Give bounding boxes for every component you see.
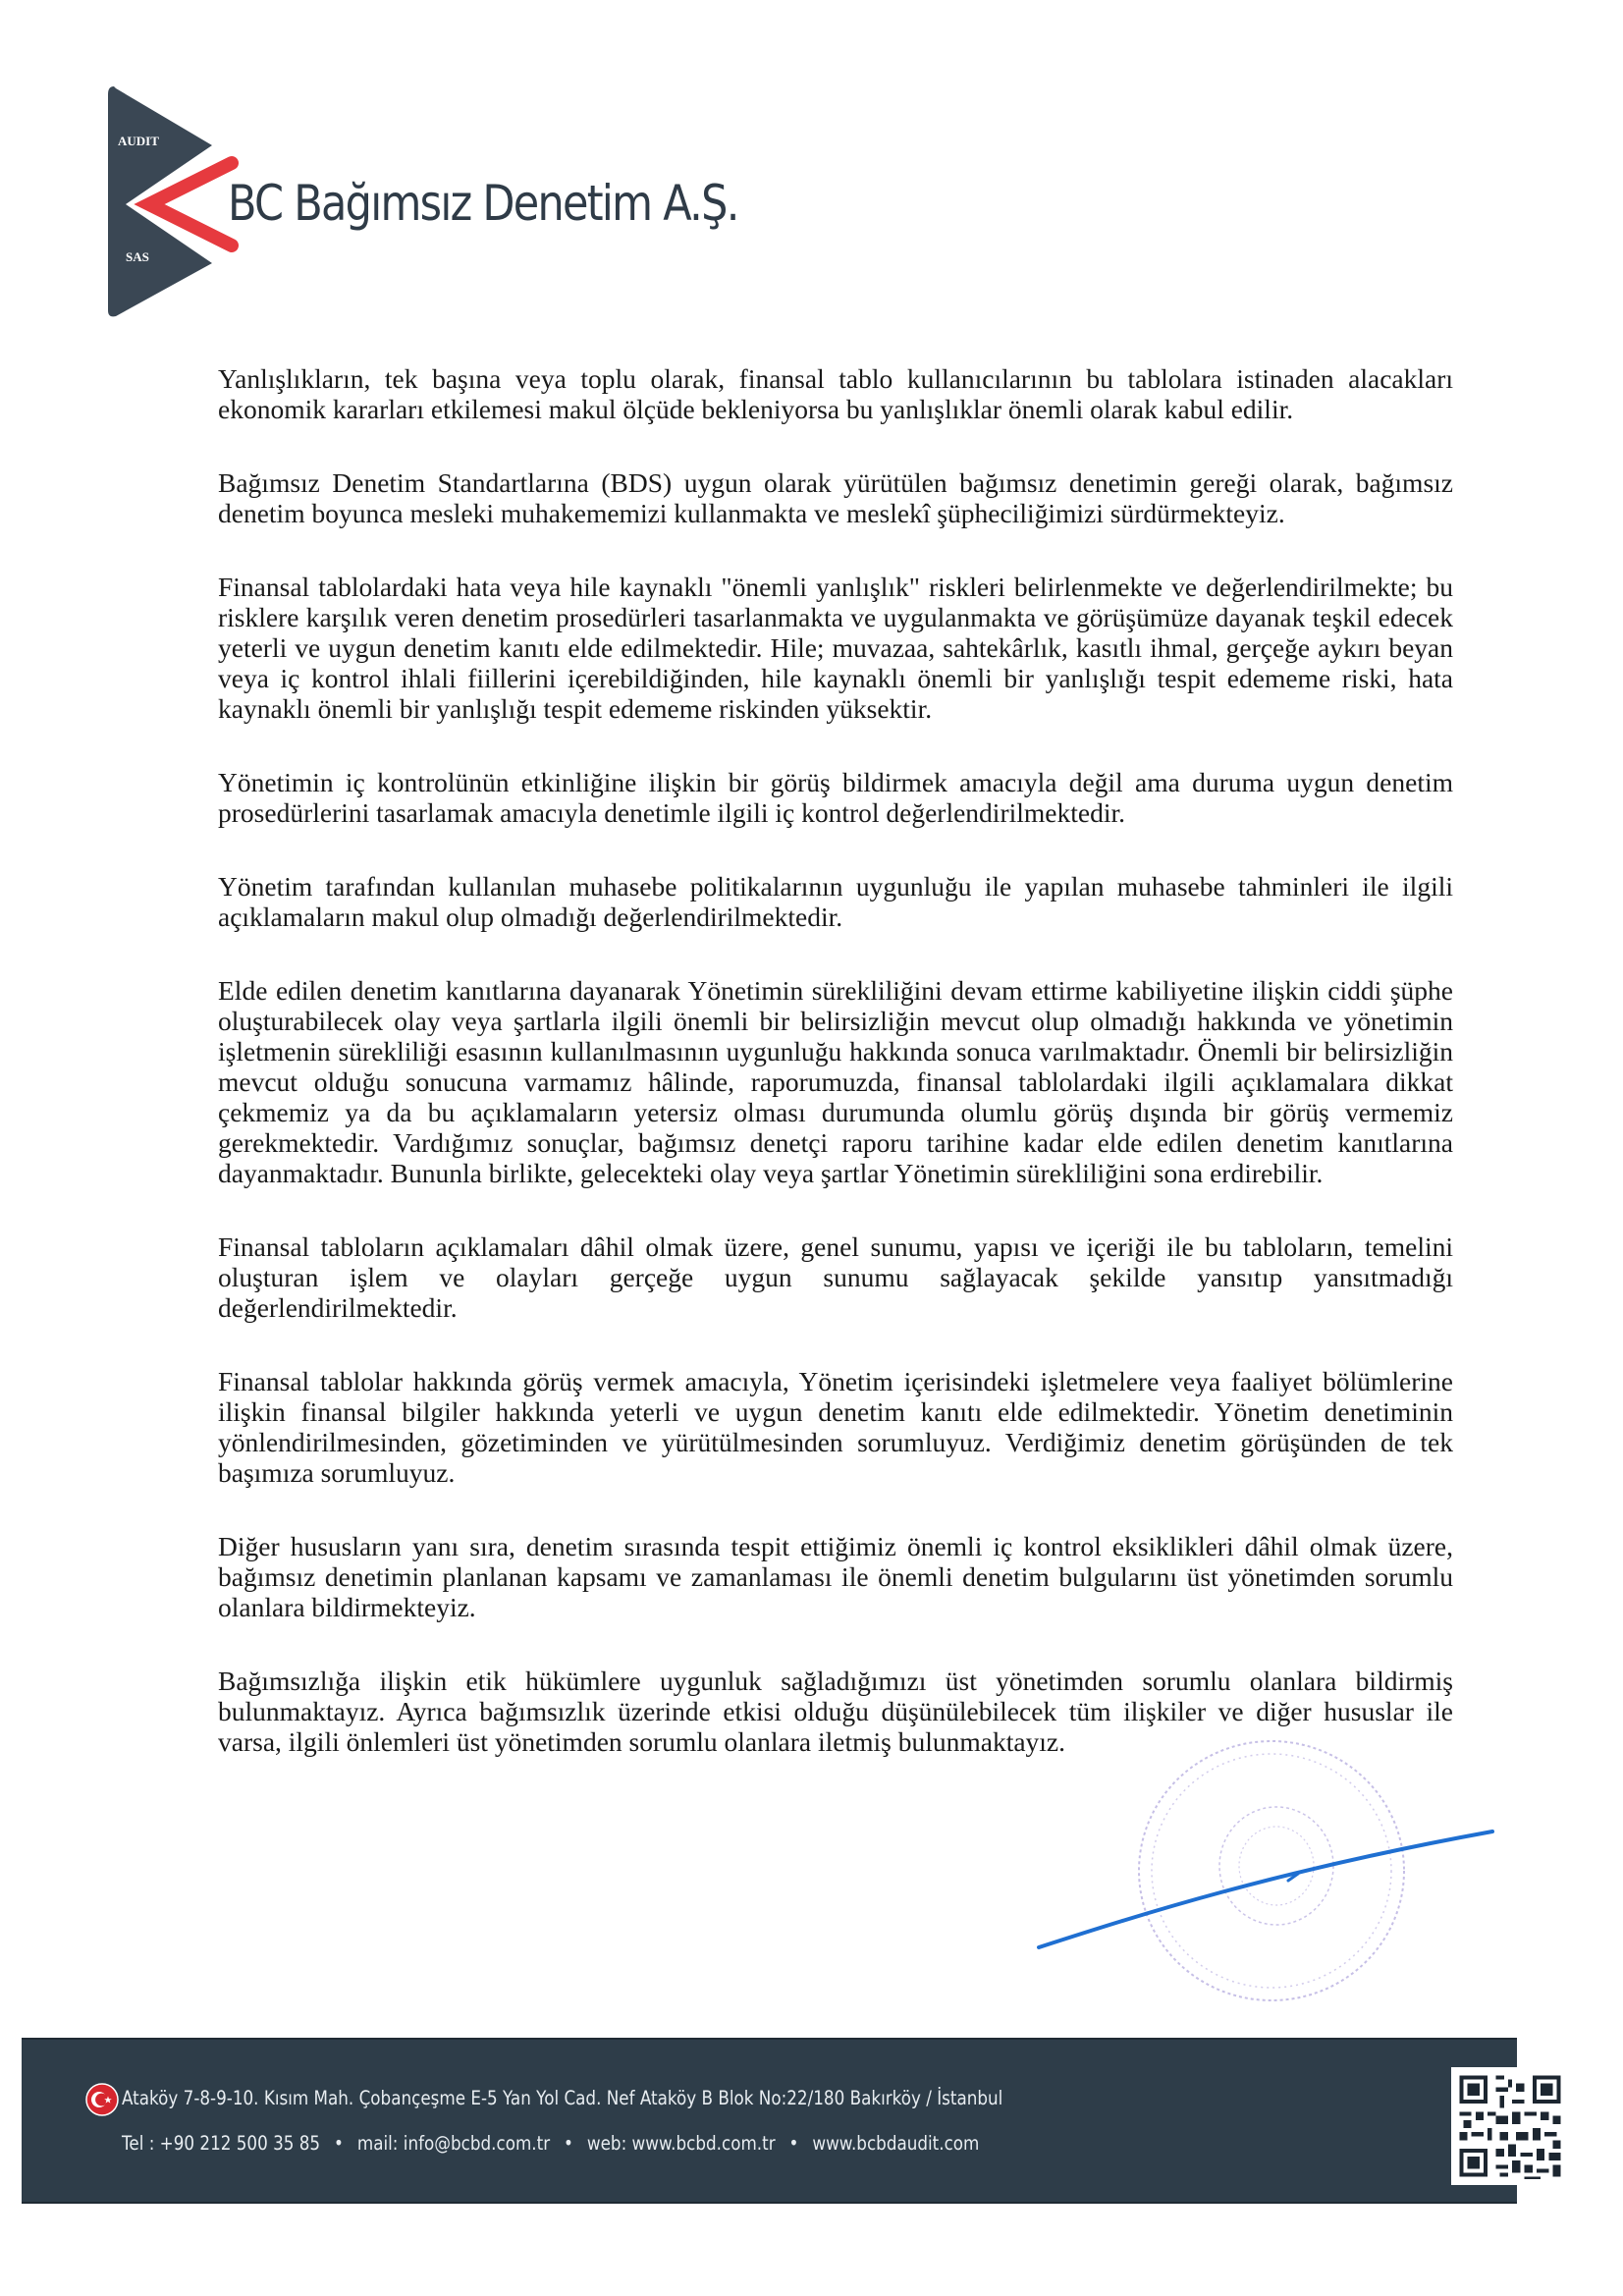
paragraph: Yönetimin iç kontrolünün etkinliğine ilişkin bir görüş bildirmek amacıyla değil ama duruma uygun denetim prosedürlerini tasarlamak amacıyla denetimle ilgili iç kontrol değerlendirilmektedir. — [218, 767, 1453, 828]
paragraph: Finansal tablolar hakkında görüş vermek amacıyla, Yönetim içerisindeki işletmelere veya faaliyet bölümlerine ilişkin finansal bilgiler hakkında yeterli ve uygun denetim kanıtı elde edilmektedir. Yönetim denetiminin yönlendirilmesinden, gözetiminden ve yürütülmesinden sorumluyuz. Verdiğimiz denetim görüşünden de tek başımıza sorumluyuz. — [218, 1366, 1453, 1488]
footer-separator: • — [334, 2132, 344, 2155]
letter-body — [218, 363, 1453, 1800]
paragraph: Finansal tabloların açıklamaları dâhil olmak üzere, genel sunumu, yapısı ve içeriği ile bu tabloların, temelini oluşturan işlem ve olayları gerçeğe uygun sunumu sağlayacak şekilde yansıtıp yansıtmadığı değerlendirilmektedir. — [218, 1231, 1453, 1323]
footer-contact — [122, 2132, 979, 2155]
footer-address: Ataköy 7-8-9-10. Kısım Mah. Çobançeşme E-5 Yan Yol Cad. Nef Ataköy B Blok No:22/180 Bakırköy / İstanbul — [122, 2087, 1003, 2109]
paragraph: Finansal tablolardaki hata veya hile kaynaklı "önemli yanlışlık" riskleri belirlenmekte ve değerlendirilmekte; bu risklere karşılık veren denetim prosedürleri tasarlanmakta ve uygulanmakta ve görüşümüze dayanak teşkil edecek yeterli ve uygun denetim kanıtı elde edilmektedir. Hile; muvazaa, sahtekârlık, kasıtlı ihmal, gerçeğe aykırı beyan veya iç kontrol ihlali fiillerini içerebildiğinden, hile kaynaklı önemli bir yanlışlığı tespit edememe riski, hata kaynaklı önemli bir yanlışlığı tespit edememe riskinden yüksektir. — [218, 572, 1453, 724]
paragraph: Elde edilen denetim kanıtlarına dayanarak Yönetimin sürekliliğini devam ettirme kabiliyetine ilişkin ciddi şüphe oluşturabilecek olay veya şartlarla ilgili önemli bir belirsizliğin mevcut olup olmadığı hakkında ve yönetimin işletmenin sürekliliği esasının kullanılmasının uygunluğu hakkında sonuca varılmaktadır. Önemli bir belirsizliğin mevcut olduğu sonucuna varmamız hâlinde, raporumuzda, finansal tablolardaki ilgili açıklamalara dikkat çekmemiz ya da bu açıklamaların yetersiz olması durumunda olumlu görüş dışında bir görüş vermemiz gerekmektedir. Vardığımız sonuçlar, bağımsız denetçi raporu tarihine kadar elde edilen denetim kanıtlarına dayanmaktadır. Bununla birlikte, gelecekteki olay veya şartlar Yönetimin sürekliliğini sona erdirebilir. — [218, 975, 1453, 1188]
paragraph: Diğer hususların yanı sıra, denetim sırasında tespit ettiğimiz önemli iç kontrol eksiklikleri dâhil olmak üzere, bağımsız denetimin planlanan kapsamı ve zamanlaması ile önemli denetim bulgularını üst yönetimden sorumlu olanlara bildirmekteyiz. — [218, 1531, 1453, 1622]
company-logo — [106, 84, 243, 320]
logo-audit-label: AUDIT — [118, 134, 159, 148]
company-name: BC Bağımsız Denetim A.Ş. — [228, 175, 738, 232]
paragraph: Bağımsızlığa ilişkin etik hükümlere uygunluk sağladığımızı üst yönetimden sorumlu olanlara bildirmiş bulunmaktayız. Ayrıca bağımsızlık üzerinde etkisi olduğu düşünülebilecek tüm ilişkiler ve diğer hususlar ile varsa, ilgili önlemleri üst yönetimden sorumlu olanlara iletmiş bulunmaktayız. — [218, 1666, 1453, 1757]
footer-phone: Tel : +90 212 500 35 85 — [122, 2132, 321, 2155]
paragraph: Yönetim tarafından kullanılan muhasebe politikalarının uygunluğu ile yapılan muhasebe tahminleri ile ilgili açıklamaların makul olup olmadığı değerlendirilmektedir. — [218, 871, 1453, 932]
footer-email-link[interactable]: mail: info@bcbd.com.tr — [356, 2132, 551, 2155]
footer-separator: • — [564, 2132, 573, 2155]
paragraph: Yanlışlıkların, tek başına veya toplu olarak, finansal tablo kullanıcılarının bu tablolara istinaden alacakları ekonomik kararları etkilemesi makul ölçüde bekleniyorsa bu yanlışlıklar önemli olarak kabul edilir. — [218, 363, 1453, 424]
qr-code-icon — [1451, 2067, 1569, 2185]
turkey-flag-icon — [85, 2083, 119, 2116]
logo-sas-label: SAS — [126, 249, 149, 264]
paragraph: Bağımsız Denetim Standartlarına (BDS) uygun olarak yürütülen bağımsız denetimin gereği olarak, bağımsız denetim boyunca mesleki muhakememizi kullanmakta ve meslekî şüpheciliğimizi sürdürmekteyiz. — [218, 467, 1453, 528]
footer-separator: • — [788, 2132, 799, 2155]
footer-band — [22, 2038, 1517, 2204]
footer-web-link[interactable]: web: www.bcbd.com.tr — [586, 2132, 776, 2155]
footer-web2-link[interactable]: www.bcbdaudit.com — [812, 2132, 980, 2155]
